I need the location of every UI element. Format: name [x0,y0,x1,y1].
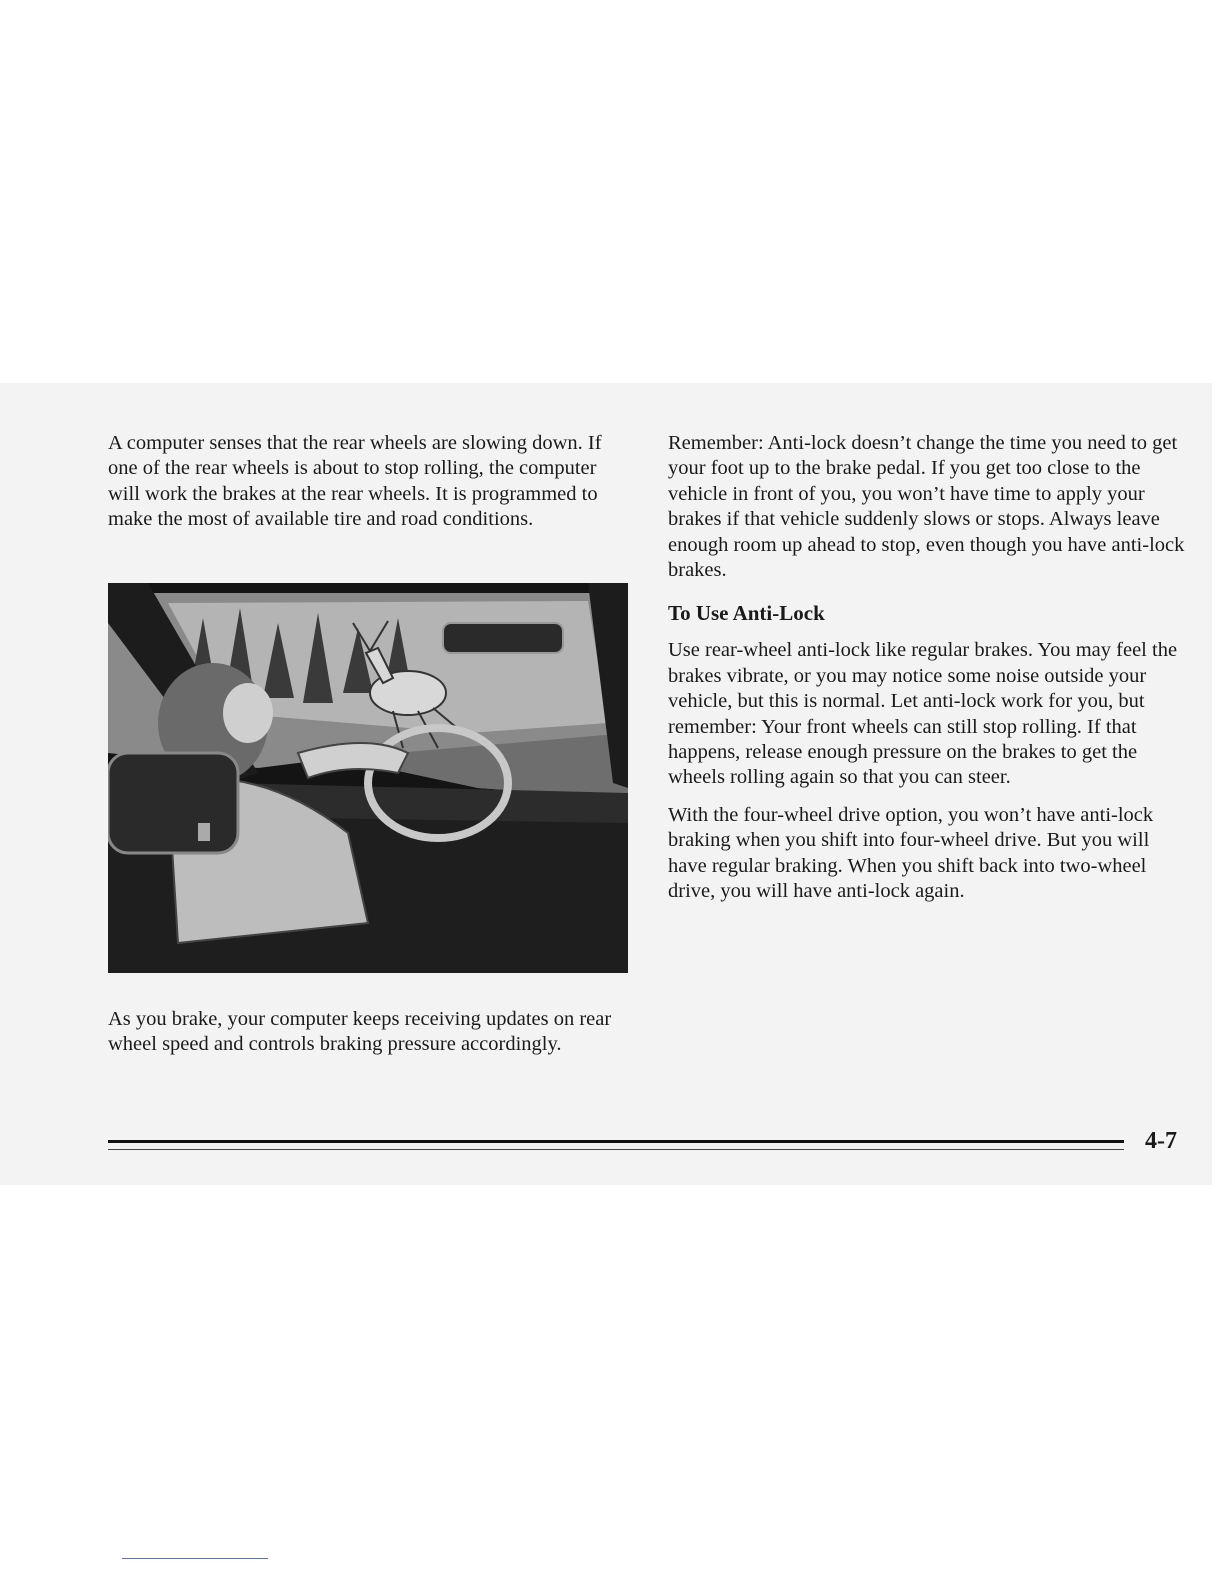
footer-rule-thick [108,1140,1124,1143]
use-anti-lock-paragraph: Use rear-wheel anti-lock like regular brakes. You may feel the brakes vibrate, or you may notice some noise outside your vehicle, but this is normal. Let anti-lock work for you, but remember: Your front wheels can still stop rolling. If that happens, release enough pressure on the brakes to get the wheels rolling again so that you can steer. [668,639,1178,789]
illustration-caption [108,1007,638,1058]
driver-deer-illustration [108,583,628,973]
four-wheel-drive-paragraph: With the four-wheel drive option, you won’t have anti-lock braking when you shift into four-wheel drive. But you will have regular braking. When you shift back into two-wheel drive, you will have anti-lock again. [668,803,1154,903]
section-heading: To Use Anti-Lock [668,601,825,626]
intro-paragraph: A computer senses that the rear wheels are slowing down. If one of the rear wheels is about to stop rolling, the computer will work the brakes at the rear wheels. It is programmed to make the most of available tire and road conditions. [108,432,602,531]
right-column [668,431,1193,905]
footer-link-underline [122,1558,268,1559]
footer-rule-thin [108,1149,1124,1150]
page-number: 4-7 [1145,1128,1177,1154]
left-column [108,431,633,533]
caption-text: As you brake, your computer keeps receiving updates on rear wheel speed and controls braking pressure accordingly. [108,1008,612,1056]
illustration-drawing [108,583,628,973]
remember-paragraph: Remember: Anti-lock doesn’t change the time you need to get your foot up to the brake pedal. If you get too close to the vehicle in front of you, you won’t have time to apply your brakes if that vehicle suddenly slows or stops. Always leave enough room up ahead to stop, even though you have anti-lock brakes. [668,432,1185,582]
